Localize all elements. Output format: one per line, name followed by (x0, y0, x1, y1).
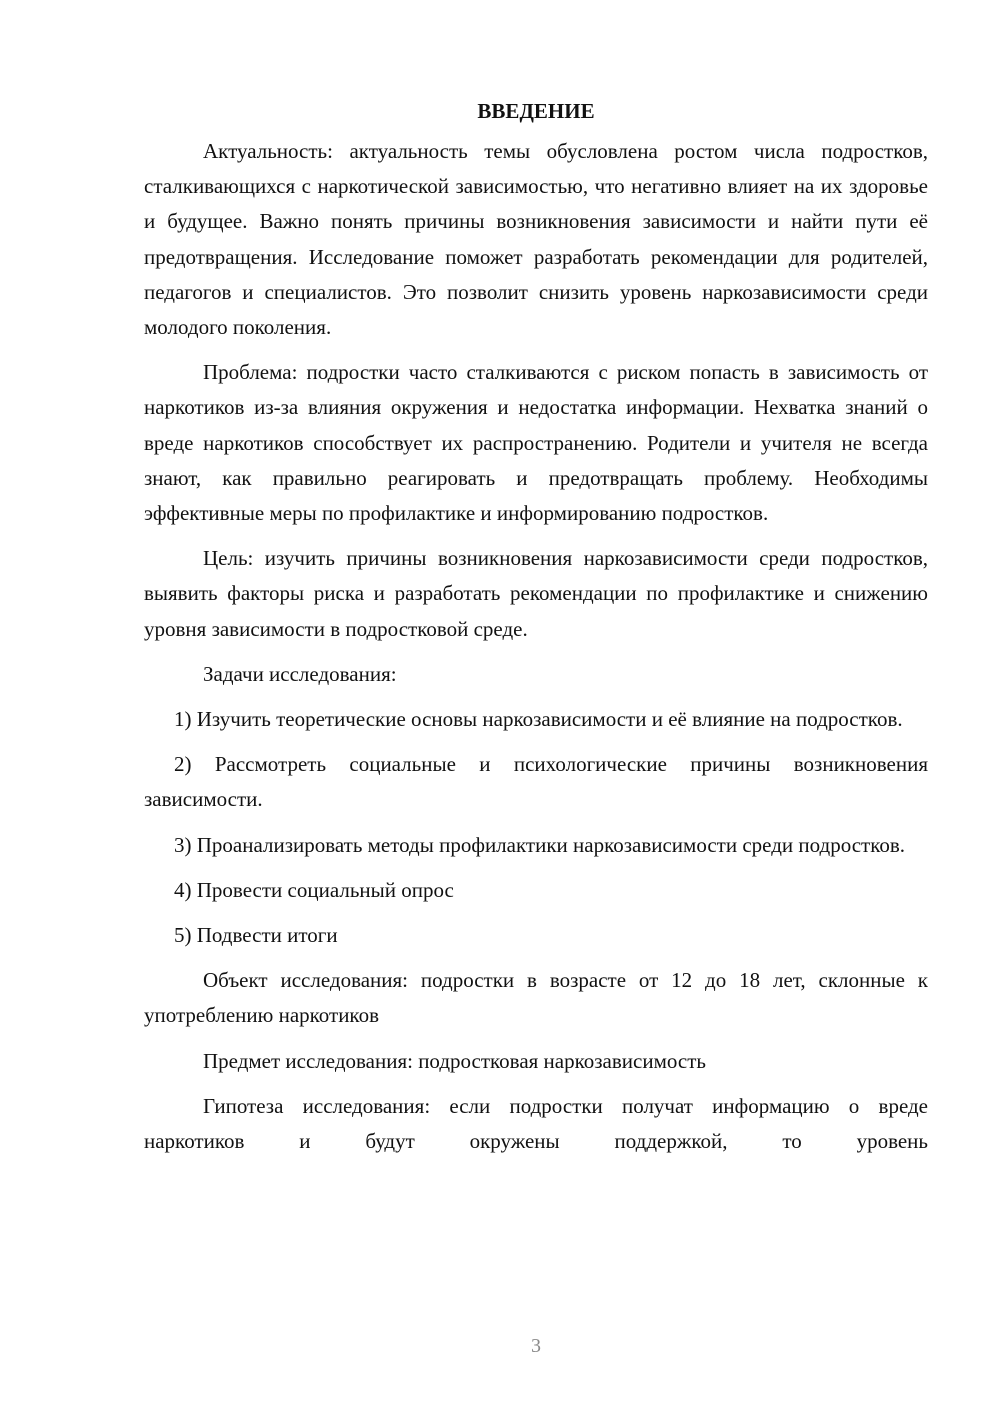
goal-paragraph: Цель: изучить причины возникновения наркозависимости среди подростков, выявить факторы риска и разработать рекомендации по профилактике и снижению уровня зависимости в подростковой среде. (144, 546, 928, 641)
problem-paragraph: Проблема: подростки часто сталкиваются с риском попасть в зависимость от наркотиков из-за влияния окружения и недостатка информации. Нехватка знаний о вреде наркотиков способствует их распространению. Родители и учителя не всегда знают, как правильно реагировать и предотвращать проблему. Необходимы эффективные меры по профилактике и информированию подростков. (144, 360, 928, 526)
hypothesis-paragraph: Гипотеза исследования: если подростки получат информацию о вреде наркотиков и будут окружены поддержкой, то уровень (144, 1093, 928, 1154)
task-item-3: 3) Проанализировать методы профилактики наркозависимости среди подростков. (174, 832, 906, 857)
task-item-1: 1) Изучить теоретические основы наркозависимости и её влияние на подростков. (174, 707, 903, 732)
task-item-4: 4) Провести социальный опрос (174, 877, 454, 902)
task-item-5: 5) Подвести итоги (174, 923, 338, 948)
object-paragraph: Объект исследования: подростки в возрасте от 12 до 18 лет, склонные к употреблению наркотиков (144, 968, 928, 1028)
relevance-paragraph: Актуальность: актуальность темы обусловлена ростом числа подростков, сталкивающихся с наркотической зависимостью, что негативно влияет на их здоровье и будущее. Важно понять причины возникновения зависимости и найти пути её предотвращения. Исследование поможет разработать рекомендации для родителей, педагогов и специалистов. Это позволит снизить уровень наркозависимости среди молодого поколения. (144, 139, 928, 340)
document-page (144, 96, 928, 1159)
task-item-2: 2) Рассмотреть социальные и психологические причины возникновения зависимости. (144, 752, 928, 812)
section-heading: ВВЕДЕНИЕ (477, 99, 595, 123)
tasks-title: Задачи исследования: (203, 661, 397, 686)
subject-paragraph: Предмет исследования: подростковая наркозависимость (203, 1048, 706, 1073)
page-number: 3 (531, 1335, 541, 1357)
